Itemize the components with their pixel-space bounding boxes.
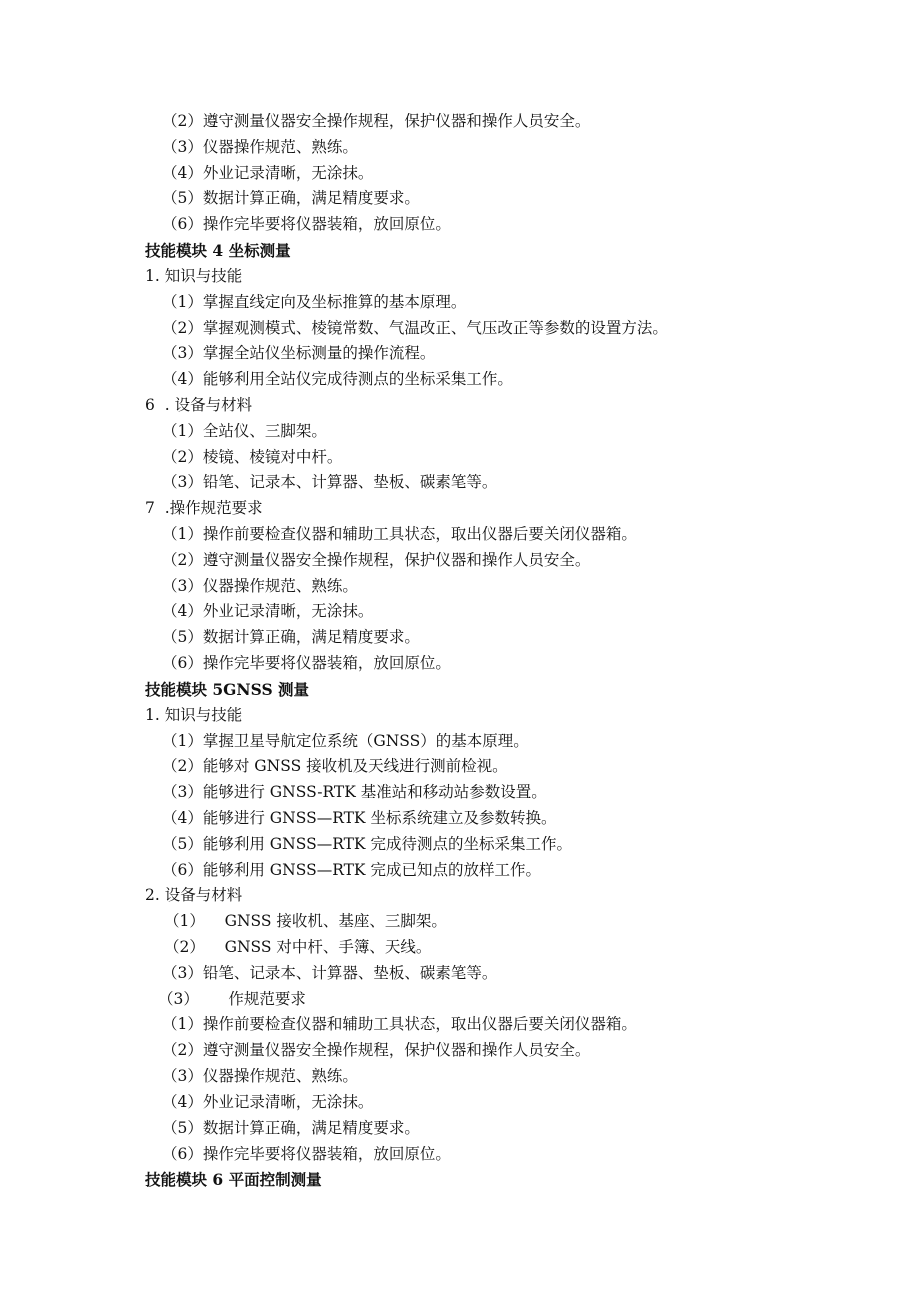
list-item: （3）仪器操作规范、熟练。 [162, 1067, 358, 1086]
list-item: （1） GNSS 接收机、基座、三脚架。 [164, 912, 447, 931]
list-item: （3）铅笔、记录本、计算器、垫板、碳素笔等。 [162, 963, 498, 982]
list-item: （1）全站仪、三脚架。 [162, 421, 327, 440]
list-item: （4）能够进行 GNSS—RTK 坐标系统建立及参数转换。 [162, 808, 557, 827]
list-item: （6）操作完毕要将仪器装箱，放回原位。 [162, 1144, 451, 1163]
list-item: （1）掌握卫星导航定位系统（GNSS）的基本原理。 [162, 731, 529, 750]
section-heading: 技能模块 4 坐标测量 [145, 241, 291, 261]
list-item: （3）能够进行 GNSS-RTK 基准站和移动站参数设置。 [162, 783, 547, 802]
list-item: （4）外业记录清晰，无涂抹。 [162, 602, 374, 621]
list-item: （2）遵守测量仪器安全操作规程，保护仪器和操作人员安全。 [162, 550, 591, 569]
list-item: （5）能够利用 GNSS—RTK 完成待测点的坐标采集工作。 [162, 834, 572, 853]
list-item: （2）能够对 GNSS 接收机及天线进行测前检视。 [162, 757, 508, 776]
list-item: （3）铅笔、记录本、计算器、垫板、碳素笔等。 [162, 473, 498, 492]
subsection-heading: 1. 知识与技能 [145, 266, 243, 285]
list-item: （2）遵守测量仪器安全操作规程，保护仪器和操作人员安全。 [162, 1041, 591, 1060]
list-item: （3）仪器操作规范、熟练。 [162, 576, 358, 595]
list-item: （1）操作前要检查仪器和辅助工具状态，取出仪器后要关闭仪器箱。 [162, 525, 637, 543]
list-item: （2）掌握观测模式、棱镜常数、气温改正、气压改正等参数的设置方法。 [162, 318, 668, 337]
list-item: （5）数据计算正确，满足精度要求。 [162, 189, 420, 208]
list-item: （5）数据计算正确，满足精度要求。 [162, 628, 420, 647]
section-heading: 技能模块 5GNSS 测量 [145, 679, 310, 699]
list-item: （1）掌握直线定向及坐标推算的基本原理。 [162, 292, 467, 311]
list-item: （4）能够利用全站仪完成待测点的坐标采集工作。 [162, 370, 513, 389]
list-item: （4）外业记录清晰，无涂抹。 [162, 163, 374, 182]
subsection-heading: 6 . 设备与材料 [145, 395, 253, 414]
list-item: （2） GNSS 对中杆、手簿、天线。 [164, 938, 432, 956]
section-heading: 技能模块 6 平面控制测量 [145, 1170, 322, 1190]
document-body [0, 109, 920, 1193]
list-item: （3） 作规范要求 [158, 989, 306, 1008]
subsection-heading: 1. 知识与技能 [145, 705, 243, 724]
list-item: （5）数据计算正确，满足精度要求。 [162, 1118, 420, 1137]
list-item: （1）操作前要检查仪器和辅助工具状态，取出仪器后要关闭仪器箱。 [162, 1015, 637, 1034]
list-item: （3）仪器操作规范、熟练。 [162, 137, 358, 156]
list-item: （2）遵守测量仪器安全操作规程，保护仪器和操作人员安全。 [162, 112, 591, 130]
list-item: （6）操作完毕要将仪器装箱，放回原位。 [162, 654, 451, 673]
list-item: （2）棱镜、棱镜对中杆。 [162, 447, 343, 466]
list-item: （3）掌握全站仪坐标测量的操作流程。 [162, 344, 436, 363]
subsection-heading: 7 .操作规范要求 [145, 499, 263, 518]
list-item: （4）外业记录清晰，无涂抹。 [162, 1092, 374, 1111]
list-item: （6）能够利用 GNSS—RTK 完成已知点的放样工作。 [162, 860, 541, 879]
list-item: （6）操作完毕要将仪器装箱，放回原位。 [162, 215, 451, 234]
subsection-heading: 2. 设备与材料 [145, 886, 243, 905]
